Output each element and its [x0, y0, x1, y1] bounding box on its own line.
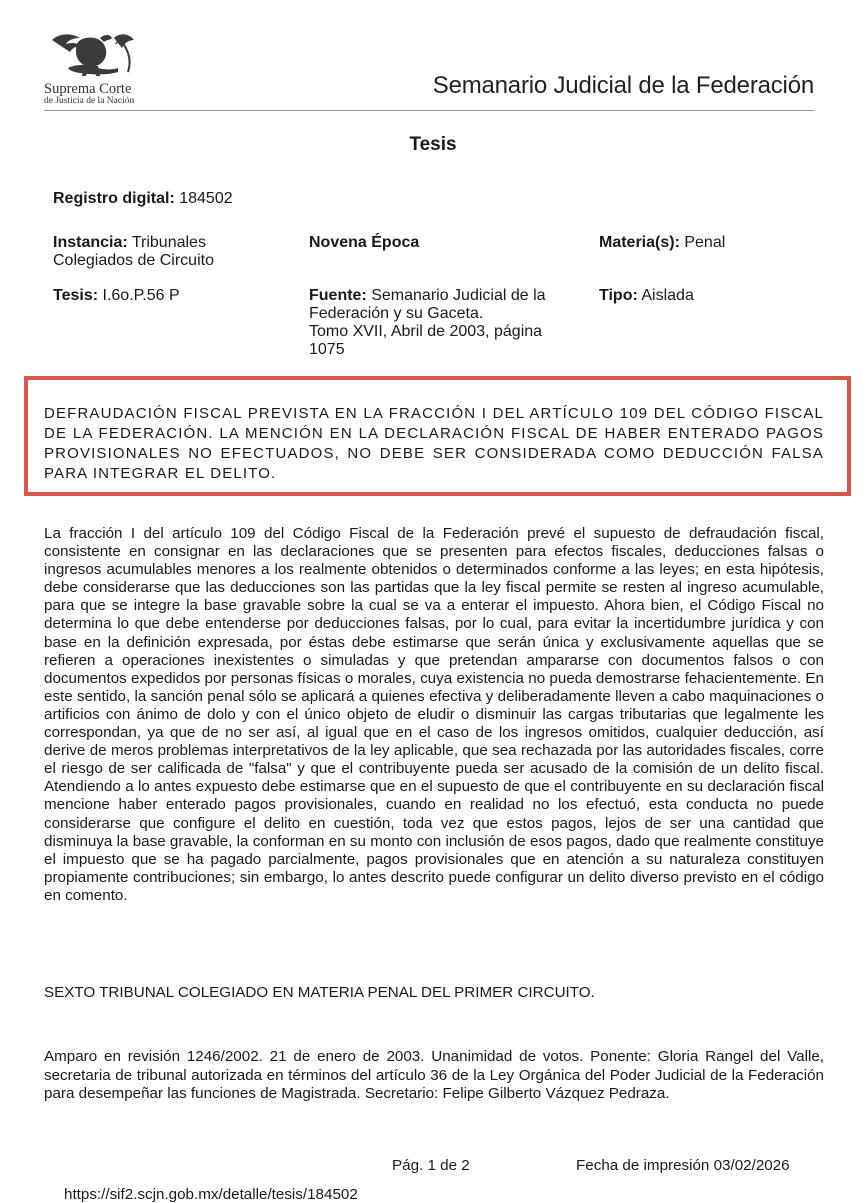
logo-text-line2: de Justicia de la Nación: [44, 96, 135, 106]
fuente-tomo: Tomo XVII, Abril de 2003, página 1075: [309, 323, 543, 358]
epoca-value: Novena Época: [309, 234, 420, 251]
fuente: [309, 287, 579, 359]
epoca: [309, 234, 419, 252]
materia-value: Penal: [684, 234, 726, 251]
fuente-label: Fuente:: [309, 287, 367, 304]
registro-value: 184502: [179, 190, 233, 207]
print-date: Fecha de impresión 03/02/2026: [576, 1157, 790, 1174]
precedent-text: Amparo en revisión 1246/2002. 21 de enero de 2003. Unanimidad de votos. Ponente: Gloria Rangel del Valle, secretaria de tribunal autorizada en términos del artículo 36 de la Ley Orgánica del Poder Judicial de la Federación para desempeñar las funciones de Magistrada. Secretario: Felipe Gilberto Vázquez Pedraza.: [44, 1048, 824, 1102]
materia: [599, 234, 725, 252]
tipo: [599, 287, 694, 305]
tesis-value: I.6o.P.56 P: [102, 287, 180, 304]
court-name: SEXTO TRIBUNAL COLEGIADO EN MATERIA PENAL DEL PRIMER CIRCUITO.: [44, 984, 595, 1001]
materia-label: Materia(s):: [599, 234, 680, 251]
tesis-body: La fracción I del artículo 109 del Código Fiscal de la Federación prevé el supuesto de defraudación fiscal, consistente en consignar en las declaraciones que se presenten para efectos fiscales, deducciones falsas o ingresos acumulables menores a los realmente obtenidos o determinados conforme a las leyes; en esta hipótesis, debe considerarse que las deducciones son las partidas que la ley fiscal permite se resten al ingreso acumulable, para que se integre la base gravable sobre la cual se va a enterar el impuesto. Ahora bien, el Código Fiscal no determina lo que debe entenderse por deducciones falsas, por lo cual, para evitar la incertidumbre jurídica y con base en la definición expresada, por éstas debe estimarse que serán única y exclusivamente aquellas que se refieren a operaciones inexistentes o simuladas y que pretendan ampararse con documentos falsos o con documentos expedidos por personas físicas o morales, cuya existencia no pueda demostrarse fehacientemente. En este sentido, la sanción penal sólo se aplicará a quienes efectiva y deliberadamente lleven a cabo maquinaciones o artificios con ánimo de dolo y con el único objeto de eludir o disminuir las cargas tributarias que legalmente les correspondan, ya que de no ser así, al igual que en el caso de los ingresos omitidos, cualquier deducción, así derive de meros problemas interpretativos de la ley aplicable, que sea rechazada por las autoridades fiscales, corre el riesgo de ser calificada de "falsa" y que el contribuyente pueda ser acusado de la comisión de un delito fiscal. Atendiendo a lo antes expuesto debe estimarse que en el supuesto de que el contribuyente en su declaración fiscal mencione haber enterado pagos provisionales, cuando en realidad no los efectuó, esta conducta no puede considerarse que configure el delito en cuestión, toda vez que estos pagos, lejos de ser una cantidad que disminuya la base gravable, la conforman en su monto con inclusión de esos pagos, dado que realmente constituye el impuesto que se ha pagado parcialmente, pagos provisionales que en atención a su naturaleza constituyen propiamente contribuciones; sin embargo, lo antes descrito puede configurar un delito diverso previsto en el código en comento.: [44, 525, 824, 904]
instancia-value: Tribunales Colegiados de Circuito: [53, 234, 214, 269]
registro-digital: [53, 190, 233, 208]
page-number: Pág. 1 de 2: [392, 1157, 470, 1174]
rubro-heading: DEFRAUDACIÓN FISCAL PREVISTA EN LA FRACCIÓN I DEL ARTÍCULO 109 DEL CÓDIGO FISCAL DE LA FEDERACIÓN. LA MENCIÓN EN LA DECLARACIÓN FISCAL DE HABER ENTERADO PAGOS PROVISIONALES NO EFECTUADOS, NO DEBE SER CONSIDERADA COMO DEDUCCIÓN FALSA PARA INTEGRAR EL DELITO.: [44, 405, 824, 482]
document-title: Tesis: [409, 134, 457, 155]
source-url: https://sif2.scjn.gob.mx/detalle/tesis/184502: [64, 1186, 358, 1203]
tesis-label: Tesis:: [53, 287, 99, 304]
logo-text-line1: Suprema Corte: [44, 81, 132, 97]
instancia: [53, 234, 283, 270]
instancia-label: Instancia:: [53, 234, 128, 251]
tesis-id: [53, 287, 180, 305]
site-title: Semanario Judicial de la Federación: [432, 72, 814, 99]
fuente-value: Semanario Judicial de la Federación y su Gaceta.: [309, 287, 546, 322]
header-divider: [44, 110, 814, 111]
scjn-logo: [44, 28, 140, 107]
eagle-emblem-icon: [48, 28, 136, 80]
tipo-label: Tipo:: [599, 287, 638, 304]
registro-label: Registro digital:: [53, 190, 175, 207]
tipo-value: Aislada: [641, 287, 694, 304]
